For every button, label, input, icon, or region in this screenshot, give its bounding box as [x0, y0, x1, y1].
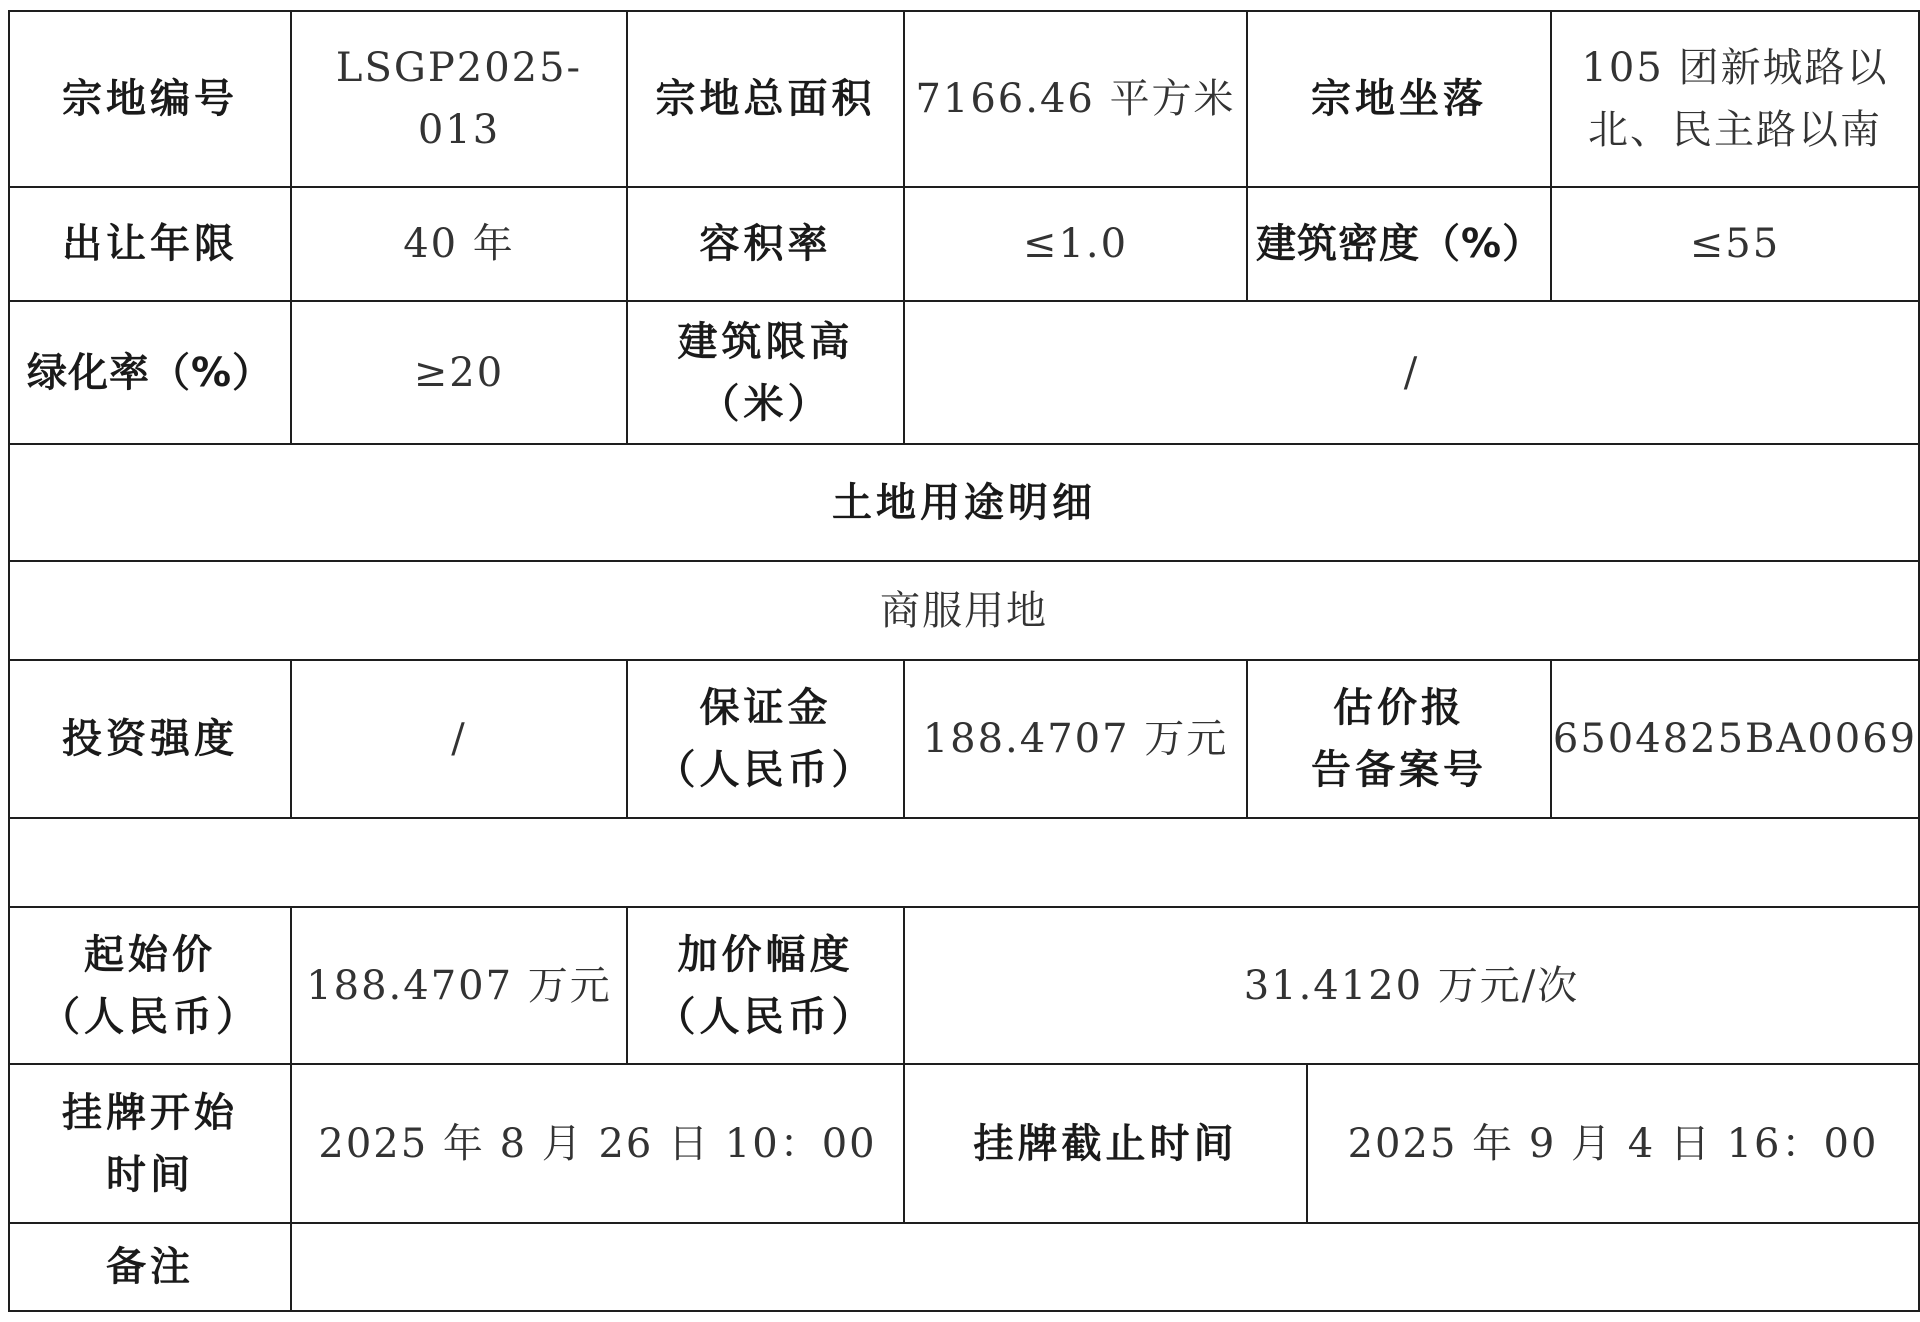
total-area-value: 7166.46 平方米: [915, 76, 1236, 122]
building-density-value: ≤55: [1689, 221, 1781, 267]
deposit-label: 保证金 （人民币）: [655, 685, 876, 793]
listing-start-value: 2025 年 8 月 26 日 10：00: [318, 1120, 877, 1167]
parcel-number-value: LSGP2025-013: [335, 45, 583, 153]
height-limit-value: /: [1403, 349, 1420, 396]
transfer-term-value: 40 年: [403, 221, 515, 267]
total-area-label: 宗地总面积: [655, 76, 876, 122]
listing-end-value: 2025 年 9 月 4 日 16：00: [1347, 1120, 1879, 1167]
rule: [8, 1310, 1920, 1312]
height-limit-label: 建筑限高 （米）: [677, 318, 854, 427]
blank-row: [10, 819, 1918, 906]
transfer-term-label: 出让年限: [62, 221, 238, 267]
remarks-value: [292, 1224, 1918, 1310]
remarks-label: 备注: [106, 1244, 194, 1290]
floor-area-ratio-value: ≤1.0: [1022, 221, 1129, 267]
price-increment-value: 31.4120 万元/次: [1243, 962, 1580, 1009]
price-increment-label: 加价幅度 （人民币）: [655, 931, 876, 1040]
building-density-label: 建筑密度（%）: [1256, 221, 1544, 267]
parcel-number-label: 宗地编号: [62, 76, 238, 122]
floor-area-ratio-label: 容积率: [699, 221, 832, 267]
appraisal-report-label: 估价报 告备案号: [1311, 685, 1487, 793]
appraisal-report-value: 6504825BA0069: [1552, 716, 1918, 762]
listing-end-label: 挂牌截止时间: [973, 1120, 1238, 1167]
investment-intensity-value: /: [451, 716, 467, 762]
starting-price-value: 188.4707 万元: [306, 962, 612, 1009]
green-rate-value: ≥20: [413, 349, 505, 396]
land-use-value: 商服用地: [880, 587, 1048, 634]
parcel-location-label: 宗地坐落: [1311, 76, 1487, 122]
starting-price-label: 起始价 （人民币）: [40, 931, 260, 1040]
parcel-location-value: 105 团新城路以 北、民主路以南: [1581, 45, 1889, 153]
listing-start-label: 挂牌开始 时间: [62, 1089, 238, 1198]
green-rate-label: 绿化率（%）: [26, 349, 274, 396]
deposit-value: 188.4707 万元: [922, 716, 1229, 762]
investment-intensity-label: 投资强度: [62, 716, 238, 762]
land-use-header: 土地用途明细: [832, 479, 1096, 526]
